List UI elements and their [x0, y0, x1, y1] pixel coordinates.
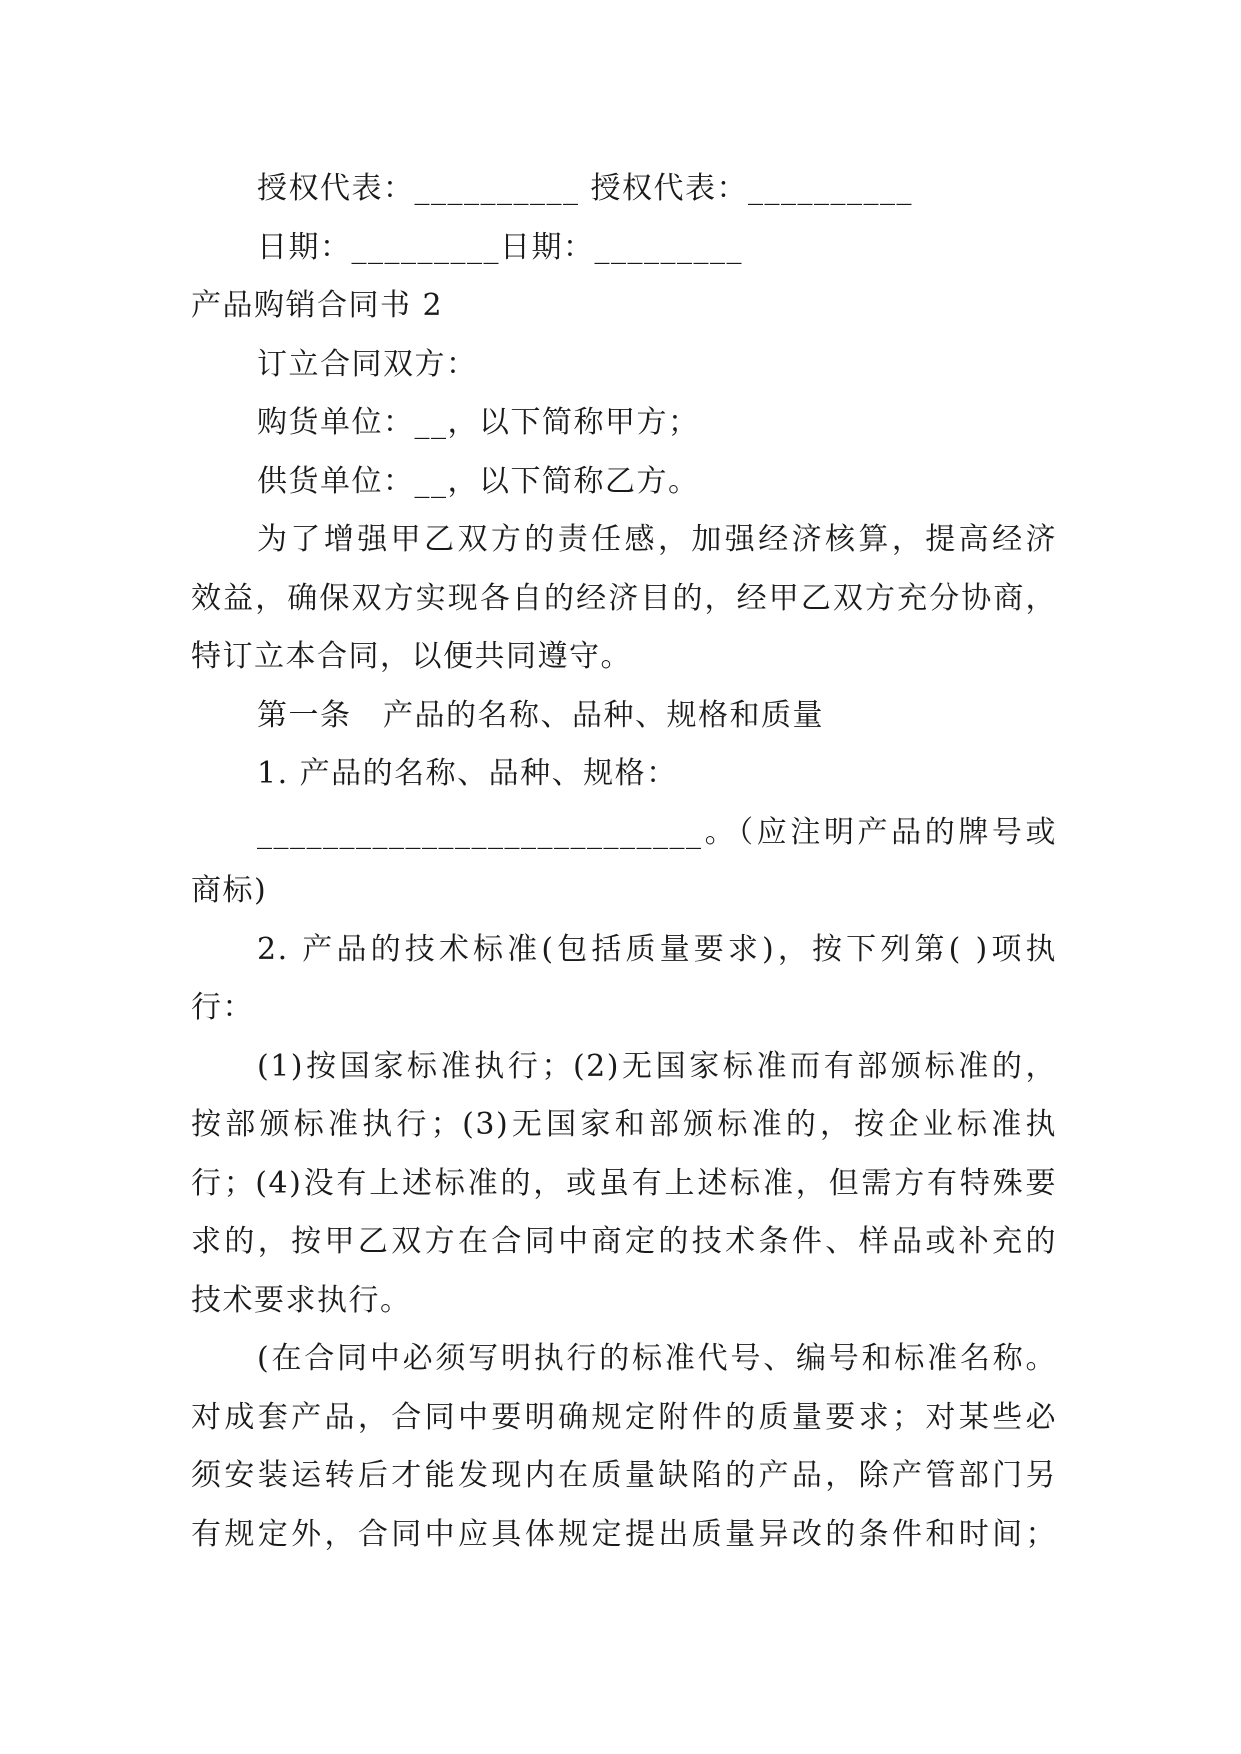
contract-title: 产品购销合同书 2: [191, 288, 444, 323]
clause-line: 技术要求执行。: [191, 1282, 412, 1318]
clause-line: 行：: [191, 990, 254, 1025]
clause-line: 1. 产品的名称、品种、规格：: [257, 756, 678, 791]
clause-line: 按部颁标准执行；(3)无国家和部颁标准的，按企业标准执: [191, 1107, 1057, 1142]
buyer-line: 购货单位：__，以下简称甲方；: [257, 405, 700, 440]
clause-line: 商标): [191, 873, 268, 908]
article-heading: 第一条 产品的名称、品种、规格和质量: [257, 697, 824, 733]
note-line: 须安装运转后才能发现内在质量缺陷的产品，除产管部门另: [191, 1458, 1057, 1493]
preamble-line: 效益，确保双方实现各自的经济目的，经甲乙双方充分协商，: [191, 580, 1057, 616]
supplier-line: 供货单位：__，以下简称乙方。: [257, 463, 700, 499]
parties-heading: 订立合同双方：: [257, 346, 478, 382]
signature-line: 授权代表：__________ 授权代表：__________: [257, 171, 914, 206]
clause-line: 行；(4)没有上述标准的，或虽有上述标准，但需方有特殊要: [191, 1165, 1057, 1201]
note-line: (在合同中必须写明执行的标准代号、编号和标准名称。: [257, 1341, 1057, 1376]
clause-line: 求的，按甲乙双方在合同中商定的技术条件、样品或补充的: [191, 1224, 1057, 1259]
clause-line: (1)按国家标准执行；(2)无国家标准而有部颁标准的，: [257, 1048, 1057, 1084]
clause-line: 2. 产品的技术标准(包括质量要求)，按下列第( )项执: [257, 931, 1057, 967]
note-line: 对成套产品，合同中要明确规定附件的质量要求；对某些必: [191, 1399, 1057, 1435]
note-line: 有规定外，合同中应具体规定提出质量异改的条件和时间；: [191, 1516, 1057, 1552]
document-body: [191, 160, 1057, 1564]
preamble-line: 特订立本合同，以便共同遵守。: [191, 639, 632, 674]
date-line: 日期：_________日期：_________: [257, 229, 743, 265]
clause-line: ___________________________。（应注明产品的牌号或: [257, 814, 1057, 850]
preamble-line: 为了增强甲乙双方的责任感，加强经济核算，提高经济: [257, 522, 1057, 557]
